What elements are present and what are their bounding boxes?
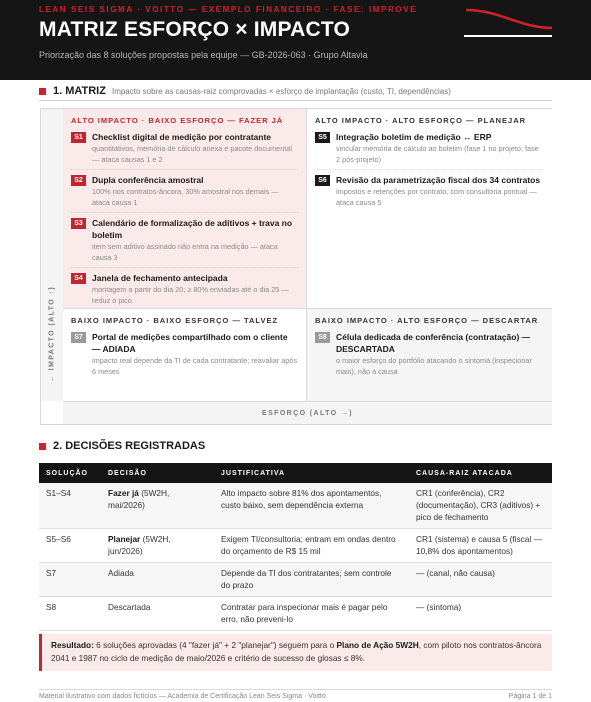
quadrant-discard bbox=[307, 309, 552, 401]
quadrant-plan bbox=[307, 109, 552, 309]
table-row bbox=[39, 563, 552, 597]
solution-desc: impacto real depende da TI de cada contratante; reavaliar após 6 meses bbox=[92, 356, 298, 376]
quadrant-do-now bbox=[63, 109, 307, 309]
y-axis-label: ← IMPACTO (ALTO ↑) bbox=[48, 285, 56, 383]
quadrant-title: ALTO IMPACTO · ALTO ESFORÇO — PLANEJAR bbox=[315, 116, 527, 125]
solution-title: Célula dedicada de conferência (contratação) — DESCARTADA bbox=[336, 332, 531, 354]
solution-badge: S4 bbox=[71, 273, 86, 284]
solution-item bbox=[315, 174, 544, 212]
cell-justification: Contratar para inspecionar mais é pagar pelo erro, não preveni-lo bbox=[214, 597, 409, 631]
cell-solution: S5–S6 bbox=[39, 529, 101, 563]
solution-desc: impostos e retenções por contrato, com consultoria pontual — ataca causa 5 bbox=[336, 187, 537, 207]
solution-desc: item sem aditivo assinado não entra na medição — ataca causa 3 bbox=[92, 242, 278, 262]
cell-root-cause: — (sintoma) bbox=[409, 597, 552, 631]
solution-title: Dupla conferência amostral bbox=[92, 175, 204, 185]
effort-impact-matrix bbox=[40, 108, 552, 425]
solution-title: Calendário de formalização de aditivos + trava no boletim bbox=[92, 218, 293, 240]
cell-justification: Alto impacto sobre 81% dos apontamentos, custo baixo, sem dependência externa bbox=[214, 483, 409, 529]
column-header: SOLUÇÃO bbox=[39, 463, 101, 483]
page-title: MATRIZ ESFORÇO × IMPACTO bbox=[39, 18, 351, 41]
section-marker bbox=[39, 443, 46, 450]
solution-badge: S2 bbox=[71, 175, 86, 186]
x-axis-label: ESFORÇO (ALTO →) bbox=[262, 409, 353, 417]
cell-solution: S7 bbox=[39, 563, 101, 597]
cell-solution: S1–S4 bbox=[39, 483, 101, 529]
header-decoration bbox=[460, 4, 555, 40]
solution-item bbox=[71, 272, 298, 310]
quadrant-title: ALTO IMPACTO · BAIXO ESFORÇO — FAZER JÁ bbox=[71, 116, 284, 125]
solution-badge: S3 bbox=[71, 218, 86, 229]
section-title: 2. DECISÕES REGISTRADAS bbox=[53, 440, 206, 452]
y-axis bbox=[41, 109, 63, 401]
table-row bbox=[39, 483, 552, 529]
decisions-table bbox=[39, 463, 552, 631]
page-subtitle: Priorização das 8 soluções propostas pela equipe — GB-2026-063 · Grupo Altavia bbox=[39, 50, 368, 60]
table-header-row bbox=[39, 463, 552, 483]
solution-badge: S8 bbox=[315, 332, 330, 343]
cell-decision: Planejar (5W2H, jun/2026) bbox=[101, 529, 214, 563]
cell-justification: Exigem TI/consultoria; entram em ondas dentro do orçamento de R$ 15 mil bbox=[214, 529, 409, 563]
column-header: DECISÃO bbox=[101, 463, 214, 483]
header-kicker: LEAN SEIS SIGMA · VOITTO — EXEMPLO FINANCEIRO · FASE: IMPROVE bbox=[39, 5, 418, 14]
solution-badge: S6 bbox=[315, 175, 330, 186]
cell-root-cause: CR1 (sistema) e causa 5 (fiscal — 10,8% dos apontamentos) bbox=[409, 529, 552, 563]
header-banner bbox=[0, 0, 591, 80]
solution-item bbox=[71, 331, 298, 381]
cell-solution: S8 bbox=[39, 597, 101, 631]
section-title: 1. MATRIZ bbox=[53, 85, 106, 97]
solution-badge: S1 bbox=[71, 132, 86, 143]
cell-justification: Depende da TI dos contratantes; sem controle do prazo bbox=[214, 563, 409, 597]
solution-desc: montagem a partir do dia 20; ≥ 80% enviadas até o dia 25 — reduz o pico bbox=[92, 285, 289, 305]
quadrant-maybe bbox=[63, 309, 307, 401]
solution-title: Integração boletim de medição ↔ ERP bbox=[336, 132, 492, 142]
solution-desc: quantitativos, memória de cálculo anexa e pacote documental — ataca causas 1 e 2 bbox=[92, 144, 292, 164]
cell-decision: Descartada bbox=[101, 597, 214, 631]
solution-title: Checklist digital de medição por contratante bbox=[92, 132, 272, 142]
solution-title: Revisão da parametrização fiscal dos 34 contratos bbox=[336, 175, 541, 185]
solution-item bbox=[71, 131, 298, 170]
footer-note: Material ilustrativo com dados fictícios — Academia de Certificação Lean Seis Sigma · Voitto bbox=[39, 693, 326, 700]
result-label: Resultado: bbox=[51, 640, 94, 650]
column-header: CAUSA-RAIZ ATACADA bbox=[409, 463, 552, 483]
solution-badge: S7 bbox=[71, 332, 86, 343]
cell-root-cause: — (canal, não causa) bbox=[409, 563, 552, 597]
section-note: Impacto sobre as causas-raiz comprovadas × esforço de implantação (custo, TI, dependências) bbox=[111, 87, 451, 96]
section-divider bbox=[39, 100, 552, 101]
page-number: Página 1 de 1 bbox=[508, 693, 552, 700]
solution-badge: S5 bbox=[315, 132, 330, 143]
footer-divider bbox=[39, 689, 552, 690]
solution-item bbox=[315, 331, 544, 381]
section-decisions-heading bbox=[39, 440, 205, 452]
cell-root-cause: CR1 (conferência), CR2 (documentação), CR3 (aditivos) + pico de fechamento bbox=[409, 483, 552, 529]
section-marker bbox=[39, 88, 46, 95]
cell-decision: Fazer já (5W2H, mai/2026) bbox=[101, 483, 214, 529]
section-matrix-heading bbox=[39, 85, 451, 97]
quadrant-title: BAIXO IMPACTO · ALTO ESFORÇO — DESCARTAR bbox=[315, 316, 539, 325]
x-axis bbox=[63, 401, 552, 424]
solution-item bbox=[71, 217, 298, 268]
solution-desc: o maior esforço do portfólio atacando o sintoma (inspecionar mais), não a causa bbox=[336, 356, 532, 376]
solution-desc: 100% nos contratos-âncora, 30% amostral nos demais — ataca causa 1 bbox=[92, 187, 279, 207]
solution-item bbox=[315, 131, 544, 170]
cell-decision: Adiada bbox=[101, 563, 214, 597]
quadrant-title: BAIXO IMPACTO · BAIXO ESFORÇO — TALVEZ bbox=[71, 316, 279, 325]
solution-item bbox=[71, 174, 298, 213]
result-callout: Resultado: 6 soluções aprovadas (4 "fazer já" + 2 "planejar") seguem para o Plano de Ação 5W2H, com piloto nos contratos-âncora 2041 e 1987 no ciclo de medição de maio/2026 e critério de sucesso de glosas ≤ 8%. bbox=[39, 634, 552, 671]
table-row bbox=[39, 529, 552, 563]
solution-title: Janela de fechamento antecipada bbox=[92, 273, 228, 283]
column-header: JUSTIFICATIVA bbox=[214, 463, 409, 483]
table-row bbox=[39, 597, 552, 631]
solution-desc: vincular memória de cálculo ao boletim (fase 1 no projeto; fase 2 pós-projeto) bbox=[336, 144, 539, 164]
solution-title: Portal de medições compartilhado com o cliente — ADIADA bbox=[92, 332, 288, 354]
